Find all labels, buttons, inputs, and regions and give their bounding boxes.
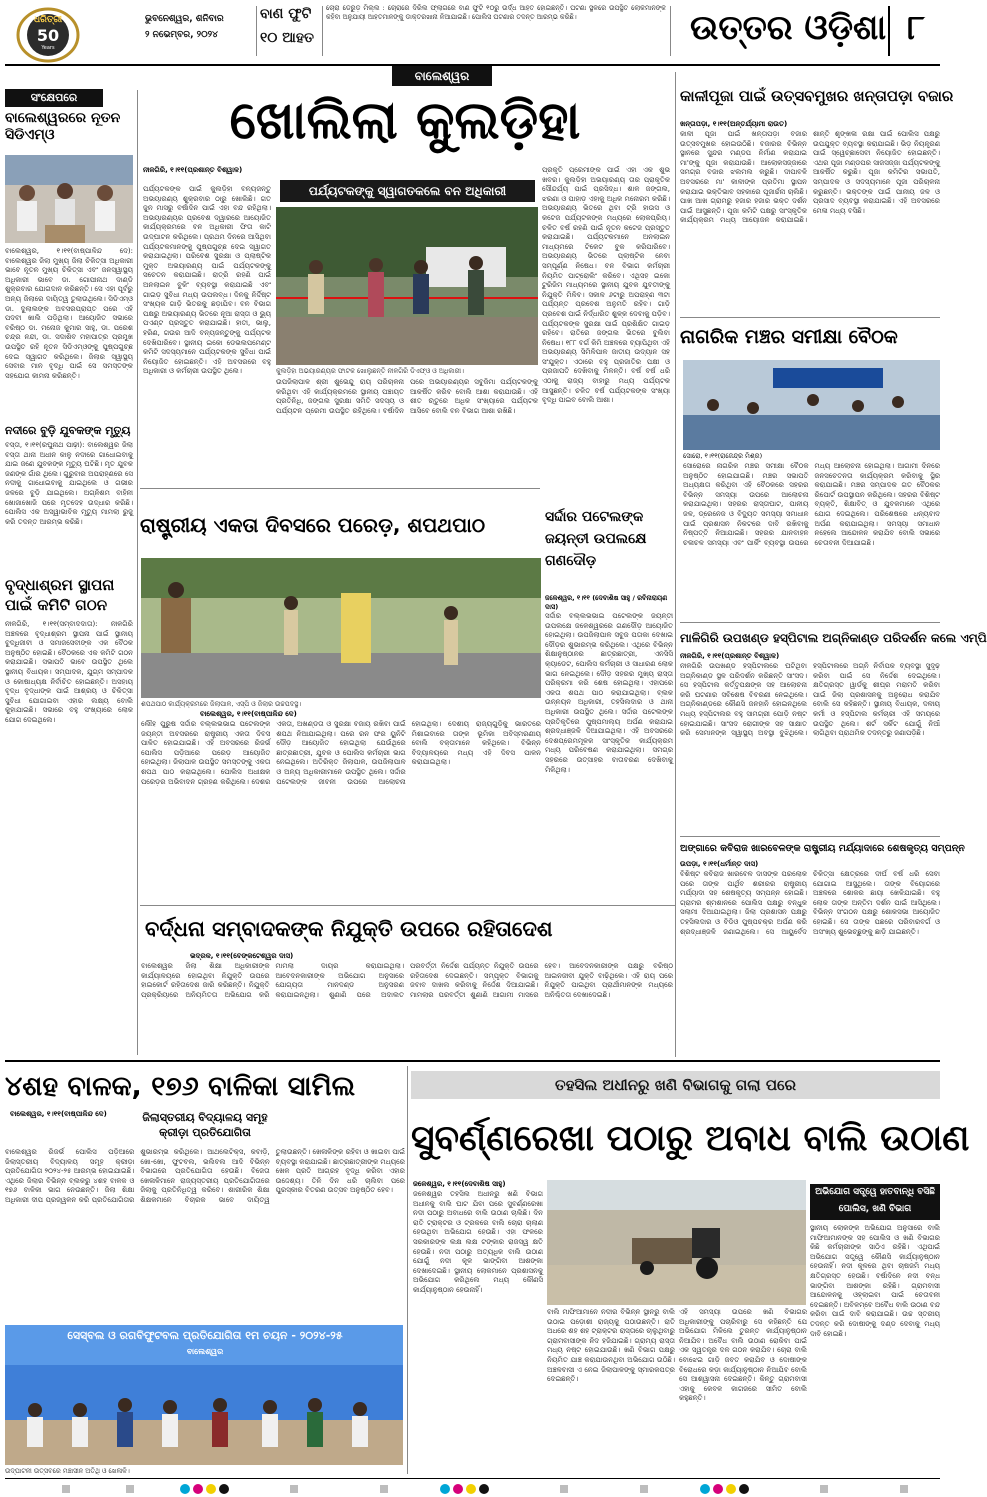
sports-headline: ୪ଶହ ବାଳକ, ୧୭୬ ବାଳିକା ସାମିଲ	[5, 1071, 356, 1102]
registration-mark-yellow	[726, 1484, 736, 1494]
registration-square	[290, 1485, 298, 1493]
parade-dateline: ବାଲେଶ୍ୱର, ୧।୧୧(ବାଷ୍ପାଳିନ୍ଦ ଦେ)	[200, 710, 297, 718]
registration-mark-cyan	[700, 1484, 710, 1494]
masthead-divider	[322, 6, 323, 56]
teaser-text: ଚୋରା ଡେରୁଡ଼ ମିଲ୍ଲ : ଚୋରାରେ ଦିରିଲ ଫ୍ଲାଗରେ ବାଣ ଫୁଟି ୧୦ରୁ ଉର୍ଦ୍ଧ ଆହତ ହୋଇଛନ୍ତି। ଘଟଣା ସ୍ଥଳରେ ଉପସ୍ଥିତ ଲୋକମାନଙ୍କ କହିବା ଅନୁଯାୟୀ ଆହତମାନଙ୍କୁ ଡାକ୍ତରଖାନା ନିଆଯାଇଛି। ପୋଲିସ ଘଟଣାର ତଦନ୍ତ ଆରମ୍ଭ କରିଛି।	[326, 4, 666, 21]
sports-photo-banner-sub: ବାଲେଶ୍ୱର	[186, 1347, 224, 1356]
sardar-dateline: ଜଳେଶ୍ୱର, ୧।୧୧ (ଦେବାଶିଷ ସାହୁ / ରବିନାରାୟଣ ଦାସ)	[545, 594, 668, 611]
page-number: ୮	[907, 8, 925, 48]
section-rule	[140, 488, 540, 489]
lead-body-bottom: ଉପଜିଲାପାଳ ଶ୍ରୀ ଶୁଭେନ୍ଦୁ ରାୟ ପରିଚାଳନା କରିଥିବା ଏହି କାର୍ଯ୍ୟକ୍ରମରେ ସ୍ଥାନୀୟ ପଞ୍ଚାୟତ ପ୍ରତିନିଧି, ଜଙ୍ଗଲ ସୁରକ୍ଷା ସମିତି ସଦସ୍ୟ ଓ ପର୍ଯ୍ୟଟନ ପ୍ରେମୀ ଉପସ୍ଥିତ ରହିଥିଲେ। ବର୍ଷାଦିନ ପରେ ଅଭୟାରଣ୍ୟର ସବୁଜିମା ପର୍ଯ୍ୟଟକଙ୍କୁ ଆକର୍ଷିତ କରିବ ବୋଲି ଆଶା କରାଯାଉଛି। ଏହି ଶୀତ ଋତୁରେ ଅଧିକ ସଂଖ୍ୟାରେ ପର୍ଯ୍ୟଟକ ଆସିବେ ବୋଲି ବନ ବିଭାଗ ଆଶା ରଖିଛି।	[276, 378, 538, 415]
masthead	[0, 0, 945, 64]
masthead-divider	[256, 6, 257, 56]
logo-sub: Years	[41, 45, 55, 51]
registration-mark-magenta	[453, 1484, 463, 1494]
registration-mark-cyan	[180, 1484, 190, 1494]
section-rule	[680, 836, 940, 837]
hospital-headline: ମାଳିଗିରି ଉପଖଣ୍ଡ ହସ୍ପିଟାଲ ଅଗ୍ନିକାଣ୍ଡ ପରିଦର୍ଶନ କଲେ ଏମ୍‌ପି	[680, 631, 987, 645]
sports-photo	[5, 1325, 403, 1465]
lead-body-right: ପ୍ରକୃତି ପ୍ରେମୀଙ୍କ ପାଇଁ ଏହା ଏକ ଶୁଭ ଖବର। କୁଲଡ଼ିହା ଅଭୟାରଣ୍ୟ ତାର ପ୍ରାକୃତିକ ସୌନ୍ଦର୍ଯ୍ୟ ପାଇଁ ପ୍ରସିଦ୍ଧ। ଶାଳ ଜଙ୍ଗଲ, ଝରଣା ଓ ପାହାଡ଼ ଏହାକୁ ଅଧିକ ମନୋରମ କରିଛି। ଅଭୟାରଣ୍ୟ ଭିତରେ ଥିବା ଟ୍ରି ହାଉସ ଓ କଟେଜ ପର୍ଯ୍ୟଟକଙ୍କ ମଧ୍ୟରେ ଲୋକପ୍ରିୟ। ଚଳିତ ବର୍ଷ ରହଣି ପାଇଁ ନୂତନ କଟେଜ ପ୍ରସ୍ତୁତ କରାଯାଇଛି। ପର୍ଯ୍ୟଟକମାନେ ଅନଲାଇନ ମାଧ୍ୟମରେ ଟିକେଟ ବୁକ କରିପାରିବେ। ଅଭୟାରଣ୍ୟ ଭିତରେ ପ୍ଲାଷ୍ଟିକ ନେବା ସମ୍ପୂର୍ଣ୍ଣ ନିଷେଧ। ବନ ବିଭାଗ କର୍ମଚାରୀ ନିୟମିତ ପାଟ୍ରୋଲିଂ କରିବେ। ଏଥିସହ ଇକୋ ଟୁରିଜିମ ମାଧ୍ୟମରେ ସ୍ଥାନୀୟ ଯୁବକ ଯୁବତୀଙ୍କୁ ନିଯୁକ୍ତି ମିଳିବ। ସକାଳ ୬ଟାରୁ ଅପରାହ୍ଣ ୩ଟା ପର୍ଯ୍ୟନ୍ତ ପ୍ରବେଶ ଅନୁମତି ରହିବ। ଗାଡ଼ି ପ୍ରବେଶ ପାଇଁ ନିର୍ଦ୍ଧାରିତ ଶୁଳ୍କ ଦେବାକୁ ପଡ଼ିବ। ପର୍ଯ୍ୟଟକଙ୍କ ସୁରକ୍ଷା ପାଇଁ ପ୍ରଶିକ୍ଷିତ ଗାଇଡ଼ ରହିବେ। ରାତିରେ ଜଙ୍ଗଲ ଭିତରେ ବୁଲିବା ନିଷେଧ। ୧୮୮ ବର୍ଗ କିମି ଅଞ୍ଚଳରେ ବ୍ୟାପିଥିବା ଏହି ଅଭୟାରଣ୍ୟ ସିମିଳିପାଳ ଜାତୀୟ ଉଦ୍ୟାନ ସହ ସଂଯୁକ୍ତ। ଏଠାରେ ବହୁ ପ୍ରଜାତିର ପକ୍ଷୀ ଓ ପ୍ରଜାପତି ଦେଖିବାକୁ ମିଳନ୍ତି। ବର୍ଷ ବର୍ଷ ଧରି ଏଠାକୁ ରାଜ୍ୟ ବାହାରୁ ମଧ୍ୟ ପର୍ଯ୍ୟଟକ ଆସୁଛନ୍ତି। ଚଳିତ ବର୍ଷ ପର୍ଯ୍ୟଟକଙ୍କ ସଂଖ୍ୟା ବୃଦ୍ଧି ପାଇବ ବୋଲି ଆଶା।	[542, 166, 670, 405]
brief-body: ବାଲେଶ୍ୱର, ୧।୧୧(ବାଷ୍ପାଳିନ୍ଦ ଦେ): ବାଲେଶ୍ୱର ଜିଲା ମୁଖ୍ୟ ଜିଲା ଚିକିତ୍ସା ଅଧିକାରୀ ଭାବେ ନୂତନ ମୁଖ୍ୟ ଚିକିତ୍ସା ଏବଂ ଜନସ୍ୱାସ୍ଥ୍ୟ ଅଧିକାରୀ ଭାବେ ଡା. ଗୋପୀନାଥ ଦାଣ୍ଡି ଶୁକ୍ରବାର ଯୋଗଦାନ କରିଛନ୍ତି। ସେ ଏହା ପୂର୍ବରୁ ଅନ୍ୟ ଜିଲାରେ ଦାୟିତ୍ୱ ତୁଲାଉଥିଲେ। ସିଡିଏମ୍‌ଓ ଡା. ଦୁଲାଲଙ୍କ ଅବସରପ୍ରାପ୍ତ ପରେ ଏହି ପଦବୀ ଖାଲି ପଡ଼ିଥିଲା। ଆୟୋଜିତ ସଭାରେ ବରିଷ୍ଠ ଡା. ମନୋଜ କୁମାର ସାହୁ, ଡା. ପରେଶ ଚନ୍ଦ୍ର ନନ୍ଦୀ, ଡା. ସଦାଶିବ ମହାପାତ୍ର ପ୍ରମୁଖ ଉପସ୍ଥିତ ରହି ନୂତନ ସିଡିଏମ୍‌ଓଙ୍କୁ ପୁଷ୍ପଗୁଚ୍ଛ ଦେଇ ସ୍ୱାଗତ କରିଥିଲେ। ଜିଲାର ସ୍ୱାସ୍ଥ୍ୟ ସେବାର ମାନ ବୃଦ୍ଧି ପାଇଁ ସେ ସମସ୍ତଙ୍କ ସହଯୋଗ କାମନା କରିଛନ୍ତି।	[5, 247, 133, 380]
bardhana-dateline: ଭଦ୍ରକ, ୧।୧୧(ବେଙ୍କଟେଶ୍ୱର ଦାସ)	[190, 952, 294, 960]
funeral-headline: ଅଙ୍ଗାରେ କବିରାଜ ଖାରବେଳଙ୍କ ରାଷ୍ଟ୍ରୀୟ ମର୍ଯ୍ୟାଦାରେ ଶେଷକୃତ୍ୟ ସମ୍ପନ୍ନ	[680, 843, 965, 854]
column-rule	[137, 90, 138, 1055]
brief-headline-2: ନଦୀରେ ବୁଡ଼ି ଯୁବକଙ୍କ ମୃତ୍ୟୁ	[5, 424, 131, 437]
lead-body-left: ପର୍ଯ୍ୟଟକଙ୍କ ପାଇଁ କୁଲଡ଼ିହା ବନ୍ୟଜନ୍ତୁ ଅଭୟାରଣ୍ୟ ଶୁକ୍ରବାର ଠାରୁ ଖୋଲିଛି। ଗତ ଜୁନ ମାସରୁ ବର୍ଷାଦିନ ପାଇଁ ଏହା ବନ୍ଦ ରହିଥିଲା। ଅଭୟାରଣ୍ୟର ପ୍ରବେଶ ଦ୍ୱାରରେ ଆୟୋଜିତ କାର୍ଯ୍ୟକ୍ରମରେ ବନ ଅଧିକାରୀ ଫିତା କାଟି ଉଦ୍‌ଘାଟନ କରିଥିଲେ। ପ୍ରଥମ ଦିନରେ ଆସିଥିବା ପର୍ଯ୍ୟଟକମାନଙ୍କୁ ପୁଷ୍ପଗୁଚ୍ଛ ଦେଇ ସ୍ୱାଗତ କରାଯାଇଥିଲା। ପରିବେଶ ସୁରକ୍ଷା ଓ ପ୍ଲାଷ୍ଟିକ ମୁକ୍ତ ଅଭୟାରଣ୍ୟ ପାଇଁ ପର୍ଯ୍ୟଟକଙ୍କୁ ସଚେତନ କରାଯାଇଛି। ରାତ୍ରି ରହଣି ପାଇଁ ଅନଲାଇନ ବୁକିଂ ବ୍ୟବସ୍ଥା କରାଯାଇଛି ଏବଂ ଗାଇଡ଼ ସୁବିଧା ମଧ୍ୟ ଉପଲବ୍ଧ। ଦିନକୁ ନିର୍ଦ୍ଦିଷ୍ଟ ସଂଖ୍ୟକ ଗାଡ଼ି ଭିତରକୁ ଛଡ଼ାଯିବ। ବନ ବିଭାଗ ପକ୍ଷରୁ ଅଭୟାରଣ୍ୟ ଭିତରେ ନୂଆ ରାସ୍ତା ଓ ଭ୍ୟୁ ପଏଣ୍ଟ ପ୍ରସ୍ତୁତ କରାଯାଇଛି। ହାତୀ, ଭାଲୁ, ହରିଣ, ଗଉର ଆଦି ବନ୍ୟଜନ୍ତୁଙ୍କୁ ପର୍ଯ୍ୟଟକ ଦେଖିପାରିବେ। ସ୍ଥାନୀୟ ଇକୋ ଡେଭଲପମେଣ୍ଟ କମିଟି ସଦସ୍ୟମାନେ ପର୍ଯ୍ୟଟକଙ୍କ ସୁବିଧା ପାଇଁ ନିୟୋଜିତ ହୋଇଛନ୍ତି। ଏହି ଅବସରରେ ବହୁ ଅଧିକାରୀ ଓ କର୍ମଚାରୀ ଉପସ୍ଥିତ ଥିଲେ।	[143, 185, 271, 376]
masthead-divider	[888, 6, 890, 56]
sand-headline: ସୁବର୍ଣ୍ଣରେଖା ପଠାରୁ ଅବାଧ ବାଲି ଉଠାଣ	[411, 1118, 970, 1159]
section-rule	[680, 622, 940, 623]
kali-body: କାଳୀ ପୂଜା ପାଇଁ ଖନ୍ତାପଡ଼ା ବଜାର ଉତ୍ସବମୁଖର ହୋଇଉଠିଛି। ବଜାରର ବିଭିନ୍ନ ସ୍ଥାନରେ ସୁନ୍ଦର ମଣ୍ଡପ ନିର୍ମାଣ କରାଯାଇ ମା'ଙ୍କୁ ପୂଜା କରାଯାଉଛି। ଆଲୋକସଜ୍ଜାରେ ସମଗ୍ର ବଜାର ଝଲମଲ କରୁଛି। ଦୀପାବଳି ଅବସରରେ ମା' କାଳୀଙ୍କ ପ୍ରତିମା ସ୍ଥାପନ କରାଯାଇ ଭକ୍ତିଭାବ ସହକାରେ ପୂଜାର୍ଚ୍ଚନା ଚାଲିଛି। ପାଖ ଆଖ ଗ୍ରାମରୁ ହଜାର ହଜାର ଭକ୍ତ ଦର୍ଶନ ପାଇଁ ଆସୁଛନ୍ତି। ପୂଜା କମିଟି ପକ୍ଷରୁ ସାଂସ୍କୃତିକ କାର୍ଯ୍ୟକ୍ରମ ମଧ୍ୟ ଆୟୋଜନ କରାଯାଇଛି। ଶାନ୍ତି ଶୃଙ୍ଖଳା ରକ୍ଷା ପାଇଁ ପୋଲିସ ପକ୍ଷରୁ ଉପଯୁକ୍ତ ବ୍ୟବସ୍ଥା କରାଯାଇଛି। ଭିଡ଼ ନିୟନ୍ତ୍ରଣ ପାଇଁ ସ୍ୱେଚ୍ଛାସେବୀ ନିୟୋଜିତ ହୋଇଛନ୍ତି। ଏଥର ପୂଜା ମଣ୍ଡପର ସାଜସଜ୍ଜା ପର୍ଯ୍ୟଟକଙ୍କୁ ଆକର୍ଷିତ କରୁଛି। ପୂଜା କମିଟିର ସଭାପତି, ସମ୍ପାଦକ ଓ ସଦସ୍ୟମାନେ ପୂଜା ପରିଚାଳନା କରୁଛନ୍ତି। ଭକ୍ତଙ୍କ ପାଇଁ ପାନୀୟ ଜଳ ଓ ପ୍ରସାଦ ବ୍ୟବସ୍ଥା କରାଯାଇଛି। ଏହି ଅବସରରେ ମେଳା ମଧ୍ୟ ବସିଛି।	[680, 130, 940, 225]
funeral-body: ବିଶିଷ୍ଟ କବିରାଜ ଖାରବେଳ ଦାସଙ୍କ ପରଲୋକ ପରେ ତାଙ୍କ ପାର୍ଥିବ ଶରୀରର ରାଷ୍ଟ୍ରୀୟ ମର୍ଯ୍ୟାଦା ସହ ଶେଷକୃତ୍ୟ ସମ୍ପନ୍ନ ହୋଇଛି। ଗ୍ରାମର ଶ୍ମଶାନରେ ପୋଲିସ ପକ୍ଷରୁ ବନ୍ଧୁକ ସଲାମୀ ଦିଆଯାଇଥିଲା। ଜିଲା ପ୍ରଶାସନ ପକ୍ଷରୁ ତହସିଲଦାର ଓ ବିଡିଓ ପୁଷ୍ପଚକ୍ର ଅର୍ପଣ କରି ଶ୍ରଦ୍ଧାଞ୍ଜଳି ଜଣାଇଥିଲେ। ସେ ଆୟୁର୍ବେଦ ଚିକିତ୍ସା କ୍ଷେତ୍ରରେ ଦୀର୍ଘ ବର୍ଷ ଧରି ସେବା ଯୋଗାଇ ଆସୁଥିଲେ। ତାଙ୍କ ବିୟୋଗରେ ଅଞ୍ଚଳରେ ଶୋକର ଛାୟା ଖେଳିଯାଇଛି। ବହୁ ଲୋକ ତାଙ୍କ ଅନ୍ତିମ ଦର୍ଶନ ପାଇଁ ଆସିଥିଲେ। ବିଭିନ୍ନ ସଂଗଠନ ପକ୍ଷରୁ ଶୋକସଭା ଆୟୋଜିତ ହୋଇଛି। ସେ ତାଙ୍କ ପଛରେ ପରିବାରବର୍ଗ ଓ ଅସଂଖ୍ୟ ଶୁଭେଚ୍ଛୁଙ୍କୁ ଛାଡ଼ି ଯାଇଛନ୍ତି।	[680, 870, 940, 936]
section-rule	[140, 905, 675, 906]
registration-square	[126, 1485, 134, 1493]
lead-caption: କୁଲଡ଼ିହା ଅଭୟାରଣ୍ୟର ଫାଟକ ଖୋଲୁଛନ୍ତି ନୀଳଗିରି ଡିଏଫ୍‌ଓ ଓ ଅଧିକାରୀ।	[276, 367, 464, 375]
brief-label: ସଂକ୍ଷେପରେ	[5, 89, 103, 107]
section-title: ଉତ୍ତର ଓଡ଼ିଶା	[690, 8, 887, 48]
column-rule	[407, 1066, 408, 1474]
section-rule	[5, 1060, 940, 1062]
hospital-body: ନୀଳଗିରି ଉପଖଣ୍ଡ ହସ୍ପିଟାଲରେ ଘଟିଥିବା ଅଗ୍ନିକାଣ୍ଡ ସ୍ଥଳ ପରିଦର୍ଶନ କରିଛନ୍ତି ସାଂସଦ। ସେ ହସ୍ପିଟାଲ କର୍ତ୍ତୃପକ୍ଷଙ୍କ ସହ ଆଲୋଚନା କରି ଘଟଣାର ସବିଶେଷ ବିବରଣୀ ନେଇଥିଲେ। ଅଗ୍ନିକାଣ୍ଡରେ କୌଣସି ଜନହାନି ହୋଇନଥିଲେ ମଧ୍ୟ ହସ୍ପିଟାଲର ବହୁ ସାମଗ୍ରୀ ପୋଡ଼ି ନଷ୍ଟ ହୋଇଯାଇଛି। ସାଂସଦ ରୋଗୀଙ୍କ ସହ ସାକ୍ଷାତ କରି ସେମାନଙ୍କ ସ୍ୱାସ୍ଥ୍ୟ ଅବସ୍ଥା ବୁଝିଥିଲେ। ହସ୍ପିଟାଲରେ ଅଗ୍ନି ନିର୍ବାପକ ବ୍ୟବସ୍ଥା ସୁଦୃଢ଼ କରିବା ପାଇଁ ସେ ନିର୍ଦ୍ଦେଶ ଦେଇଥିଲେ। କ୍ଷତିଗ୍ରସ୍ତ ୱାର୍ଡକୁ ଶୀଘ୍ର ମରାମତି କରିବା ପାଇଁ ଜିଲା ପ୍ରଶାସନକୁ ଅନୁରୋଧ କରାଯିବ ବୋଲି ସେ କହିଛନ୍ତି। ସ୍ଥାନୀୟ ବିଧାୟକ, ଦଳୀୟ କର୍ମୀ ଓ ହସ୍ପିଟାଲ କର୍ମଚାରୀ ଏହି ସମୟରେ ଉପସ୍ଥିତ ଥିଲେ। ଶର୍ଟ ସର୍କିଟ ଯୋଗୁଁ ନିଆଁ ଲାଗିଥିବା ପ୍ରାଥମିକ ତଦନ୍ତରୁ ଜଣାପଡ଼ିଛି।	[680, 662, 940, 738]
nagarika-photo	[683, 360, 940, 450]
registration-mark-black	[219, 1484, 229, 1494]
registration-mark-yellow	[466, 1484, 476, 1494]
bardhana-headline: ବର୍ଦ୍ଧନା ସମ୍ବାଦକଙ୍କ ନିଯୁକ୍ତି ଉପରେ ରହିତାଦେଶ	[145, 917, 553, 941]
sardar-headline: ସର୍ଦ୍ଦାର ପଟେଲଙ୍କ ଜୟନ୍ତୀ ଉପଲକ୍ଷେ ଗଣଦୌଡ଼	[545, 509, 647, 569]
lead-subhead: ପର୍ଯ୍ୟଟକଙ୍କୁ ସ୍ୱାଗତକଲେ ବନ ଅଧିକାରୀ	[280, 180, 535, 202]
registration-mark-cyan	[440, 1484, 450, 1494]
brief-body-2: ବସ୍ତା, ୧।୧୧(ରଘୁନାଥ ପାଢ଼ୀ): ବାଲେଶ୍ୱର ଜିଲା ବସ୍ତା ଥାନା ଅଧୀନ କାଳୁ ନଦୀରେ ଗାଧୋଇବାକୁ ଯାଇ ଜଣେ ଯୁବକଙ୍କ ମୃତ୍ୟୁ ଘଟିଛି। ମୃତ ଯୁବକ ଜଣଙ୍କ ଗାଁର ଥିଲେ। ଗୁରୁବାର ଅପରାହ୍ଣରେ ସେ ନଦୀକୁ ଗାଧୋଇବାକୁ ଯାଇଥିଲେ ଓ ଗଭୀର ଜଳରେ ବୁଡ଼ି ଯାଇଥିଲେ। ଅଗ୍ନିଶମ ବାହିନୀ ଖୋଜାଖୋଜି ପରେ ମୃତଦେହ ଉଦ୍ଧାର କରିଛି। ପୋଲିସ ଏକ ଅସ୍ୱାଭାବିକ ମୃତ୍ୟୁ ମାମଲା ରୁଜୁ କରି ତଦନ୍ତ ଆରମ୍ଭ କରିଛି।	[5, 441, 133, 526]
date-line-2: ୨ ନଭେମ୍ବର, ୨୦୨୪	[145, 30, 218, 40]
lead-dateline: ନୀଳଗିରି, ୧।୧୧(ପ୍ରଶାନ୍ତ ବିଶ୍ୱାଳ)	[143, 166, 243, 174]
registration-square	[640, 1485, 648, 1493]
sand-kicker: ତହସିଲ ଅଧୀନରୁ ଖଣି ବିଭାଗକୁ ଗଲା ପରେ	[411, 1071, 940, 1099]
sand-side-body: ସ୍ଥାନୀୟ ଲୋକଙ୍କ ଅଭିଯୋଗ ଅନୁସାରେ ବାଲି ମାଫିଆମାନଙ୍କ ସହ ପୋଲିସ ଓ ଖଣି ବିଭାଗର କିଛି କର୍ମଚାରୀଙ୍କ ସାଠିଏ ରହିଛି। ଏଥିପାଇଁ ଅଭିଯୋଗ ସତ୍ତ୍ୱେ କୌଣସି କାର୍ଯ୍ୟାନୁଷ୍ଠାନ ହେଉନାହିଁ। ନଦୀ କୂଳରେ ଥିବା ଚାଷଜମି ମଧ୍ୟ କ୍ଷତିଗ୍ରସ୍ତ ହେଉଛି। ବର୍ଷାଦିନେ ନଦୀ ବନ୍ଧ ଭାଙ୍ଗିବା ଆଶଙ୍କା ରହିଛି। ଗ୍ରାମବାସୀ ଆନ୍ଦୋଳନକୁ ଓହ୍ଲାଇବା ପାଇଁ ଚେତାବନୀ ଦେଇଛନ୍ତି। ଅବିଳମ୍ବେ ଅବୈଧ ବାଲି ଉଠାଣ ବନ୍ଦ କରିବା ପାଇଁ ଦାବି କରାଯାଇଛି। ଉଚ୍ଚ ସ୍ତରୀୟ ତଦନ୍ତ କରି ଦୋଷୀଙ୍କୁ ଦଣ୍ଡ ଦେବାକୁ ମଧ୍ୟ ଦାବି ହୋଇଛି।	[810, 1224, 940, 1338]
funeral-dateline: ଉପଡ଼ା, ୧।୧୧(ଧର୍ମାନ୍ତ ଦାସ)	[680, 860, 759, 868]
brief-photo	[5, 155, 133, 243]
nagarika-dateline: ସୋରୋ, ୧।୧୧(ରାଜେନ୍ଦ୍ର ମିଶ୍ର)	[683, 452, 763, 460]
brief-headline: ବାଲେଶ୍ୱରରେ ନୂତନ ସିଡିଏମ୍‌ଓ	[5, 110, 121, 143]
sports-photo-banner: ସେସ୍‌ବଲ ଓ ରଗବିଫୁଟବଲ ପ୍ରତିଯୋଗିତା ୧ମ ଚୟନ - ୨୦୨୪-୨୫	[67, 1329, 343, 1342]
registration-mark-black	[739, 1484, 749, 1494]
bardhana-body: ବାଲେଶ୍ୱର ଜିଲା ଶିକ୍ଷା ଅଧିକାରୀଙ୍କ କାର୍ଯ୍ୟାଳୟରେ ହୋଇଥିବା ନିଯୁକ୍ତି ଉପରେ ହାଇକୋର୍ଟ ରହିତାଦେଶ ଜାରି କରିଛନ୍ତି। ନିଯୁକ୍ତି ପ୍ରକ୍ରିୟାରେ ଅନିୟମିତତା ଅଭିଯୋଗ କରି ମାମଲା ଦାୟର କରାଯାଇଥିଲା। ଆବେଦନକାରୀଙ୍କ ଅଭିଯୋଗ ଅନୁସାରେ ଯୋଗ୍ୟତା ମାନଦଣ୍ଡ ଅନୁସରଣ କରାଯାଇନଥିଲା। ଶୁଣାଣି ପରେ ଅଦାଲତ ପରବର୍ତ୍ତୀ ନିର୍ଦ୍ଦେଶ ପର୍ଯ୍ୟନ୍ତ ନିଯୁକ୍ତି ଉପରେ ରହିତାଦେଶ ଦେଇଛନ୍ତି। ସମ୍ପୃକ୍ତ ବିଭାଗକୁ ଜବାବ ଦାଖଲ କରିବାକୁ ନିର୍ଦ୍ଦେଶ ଦିଆଯାଇଛି। ମାମଲାର ପରବର୍ତ୍ତୀ ଶୁଣାଣି ଆଗାମୀ ମାସରେ ହେବ। ଆବେଦନକାରୀଙ୍କ ପକ୍ଷରୁ ବରିଷ୍ଠ ଆଇନଜୀବୀ ଯୁକ୍ତି ବାଢ଼ିଥିଲେ। ଏହି ରାୟ ପରେ ନିଯୁକ୍ତି ପାଇଥିବା ପ୍ରାର୍ଥୀମାନଙ୍କ ମଧ୍ୟରେ ଅନିଶ୍ଚିତତା ଦେଖାଦେଇଛି।	[141, 962, 673, 999]
brief-body-3: ନୀଳଗିରି, ୧।୧୧(ସମ୍ବାଦଦାତା): ନୀଳଗିରି ଅଞ୍ଚଳରେ ବୃଦ୍ଧାଶ୍ରମ ସ୍ଥାପନା ପାଇଁ ସ୍ଥାନୀୟ ବୁଦ୍ଧିଜୀବୀ ଓ ସମାଜସେବୀଙ୍କ ଏକ ବୈଠକ ଅନୁଷ୍ଠିତ ହୋଇଛି। ବୈଠକରେ ଏକ କମିଟି ଗଠନ କରାଯାଇଛି। ସଭାପତି ଭାବେ ଉପସ୍ଥିତ ଥିଲେ ସ୍ଥାନୀୟ ବିଧାୟକ। ସମ୍ପାଦକ, ଯୁଗ୍ମ ସମ୍ପାଦକ ଓ କୋଷାଧ୍ୟକ୍ଷ ନିର୍ବାଚିତ ହୋଇଛନ୍ତି। ଅସହାୟ ବୃଦ୍ଧ ବୃଦ୍ଧାଙ୍କ ପାଇଁ ଆଶ୍ରୟ ଓ ଚିକିତ୍ସା ସୁବିଧା ଯୋଗାଇବା ଏହାର ଲକ୍ଷ୍ୟ ବୋଲି କୁହାଯାଇଛି। ସଭାରେ ବହୁ ସଂଖ୍ୟାରେ ଲୋକ ଯୋଗ ଦେଇଥିଲେ।	[5, 620, 133, 724]
logo-word: ଧରିତ୍ରୀ	[33, 15, 63, 25]
date-line-1: ଭୁବନେଶ୍ୱର, ଶନିବାର	[145, 14, 224, 24]
parade-photo	[141, 558, 541, 698]
parade-caption: ଶପଥପାଠ କାର୍ଯ୍ୟକ୍ରମରେ ଜିଲାପାଳ, ଏସ୍‌ପି ଓ ଜିଲାର ଉଚ୍ଚପଦସ୍ଥ।	[141, 700, 302, 708]
registration-mark-yellow	[206, 1484, 216, 1494]
lead-photo	[276, 207, 538, 365]
sports-body: ବାଲେଶ୍ୱର ରିଜର୍ଭ ପୋଲିସ ପଡ଼ିଆରେ ଜିଲାସ୍ତରୀୟ ବିଦ୍ୟାଳୟ ସମୂହ କ୍ରୀଡ଼ା ପ୍ରତିଯୋଗିତା ୨୦୨୪-୨୫ ଆରମ୍ଭ ହୋଇଯାଇଛି। ଏଥିରେ ଜିଲାର ବିଭିନ୍ନ ବ୍ଲକରୁ ୪ଶହ ବାଳକ ଓ ୧୭୬ ବାଳିକା ଭାଗ ନେଉଛନ୍ତି। ଜିଲା ଶିକ୍ଷା ଅଧିକାରୀ ଦୀପ ପ୍ରଜ୍ୱଳନ କରି ପ୍ରତିଯୋଗିତାର ଶୁଭାରମ୍ଭ କରିଥିଲେ। ଆଥଲେଟିକ୍ସ, କବାଡ଼ି, ଖୋ-ଖୋ, ଫୁଟବଲ, ଭଲିବଲ ଆଦି ବିଭିନ୍ନ ବିଭାଗରେ ପ୍ରତିଯୋଗିତା ହେଉଛି। ବିଜେତା ଖେଳାଳିମାନେ ରାଜ୍ୟସ୍ତରୀୟ ପ୍ରତିଯୋଗିତାରେ ଜିଲାକୁ ପ୍ରତିନିଧିତ୍ୱ କରିବେ। ଶାରୀରିକ ଶିକ୍ଷା ଶିକ୍ଷକମାନେ ବିଚାରକ ଭାବେ ଦାୟିତ୍ୱ ତୁଲାଉଛନ୍ତି। ଖେଳାଳିଙ୍କ ରହିବା ଓ ଖାଇବା ପାଇଁ ବ୍ୟବସ୍ଥା କରାଯାଇଛି। ଛାତ୍ରଛାତ୍ରୀଙ୍କ ମଧ୍ୟରେ ଖେଳ ପ୍ରତି ଆଗ୍ରହ ବୃଦ୍ଧି କରିବା ଏହାର ଉଦ୍ଦେଶ୍ୟ। ତିନି ଦିନ ଧରି ଚାଲିବା ପରେ ପୁରସ୍କାର ବିତରଣ ଉତ୍ସବ ଅନୁଷ୍ଠିତ ହେବ।	[5, 1148, 405, 1204]
footer-rule	[5, 1478, 940, 1479]
nagarika-body: ସୋରୋରେ ନାଗରିକ ମଞ୍ଚର ସମୀକ୍ଷା ବୈଠକ ଅନୁଷ୍ଠିତ ହୋଇଯାଇଛି। ମଞ୍ଚର ସଭାପତି ଅଧ୍ୟକ୍ଷତା କରିଥିବା ଏହି ବୈଠକରେ ସହରର ବିଭିନ୍ନ ସମସ୍ୟା ଉପରେ ଆଲୋଚନା କରାଯାଇଥିଲା। ସହରର ରାସ୍ତାଘାଟ, ପାନୀୟ ଜଳ, ଡ୍ରେନେଜ ଓ ବିଦ୍ୟୁତ ସମସ୍ୟା ସମାଧାନ ପାଇଁ ପ୍ରଶାସନ ନିକଟରେ ଦାବି ରଖିବାକୁ ନିଷ୍ପତ୍ତି ନିଆଯାଇଛି। ସହରର ଯାନବାହନ ଚଳାଚଳ ସମସ୍ୟା ଏବଂ ପାର୍କିଂ ବ୍ୟବସ୍ଥା ଉପରେ ମଧ୍ୟ ଆଲୋଚନା ହୋଇଥିଲା। ଆଗାମୀ ଦିନରେ ଜନସଚେତନତା କାର୍ଯ୍ୟକ୍ରମ କରିବାକୁ ସ୍ଥିର କରାଯାଇଛି। ମଞ୍ଚର ସମ୍ପାଦକ ଗତ ବୈଠକର ରିପୋର୍ଟ ଉପସ୍ଥାପନ କରିଥିଲେ। ସହରର ବିଶିଷ୍ଟ ବ୍ୟକ୍ତି, ଶିକ୍ଷାବିତ୍ ଓ ଯୁବକମାନେ ଏଥିରେ ଯୋଗ ଦେଇଥିଲେ। ପରିଶେଷରେ ଧନ୍ୟବାଦ ଅର୍ପଣ କରାଯାଇଥିଲା। ସମସ୍ୟା ସମାଧାନ ନହେଲେ ଆନ୍ଦୋଳନ କରାଯିବ ବୋଲି ସଭାରେ ଚେତାବନୀ ଦିଆଯାଇଛି।	[683, 462, 940, 547]
column-rule	[675, 72, 676, 1057]
sand-photo	[547, 1180, 806, 1305]
sports-caption: ଉଦ୍‌ଘାଟନୀ ଉତ୍ସବରେ ମଞ୍ଚାସୀନ ଅତିଥି ଓ ଖେଳାଳି।	[5, 1467, 130, 1475]
parade-headline: ରାଷ୍ଟ୍ରୀୟ ଏକତା ଦିବସରେ ପରେଡ଼, ଶପଥପାଠ	[140, 513, 486, 537]
registration-square	[820, 1485, 828, 1493]
brief-headline-3: ବୃଦ୍ଧାଶ୍ରମ ସ୍ଥାପନା ପାଇଁ କମିଟି ଗଠନ	[5, 576, 115, 614]
newspaper-logo	[12, 3, 84, 63]
sports-subhead: ଜିଲାସ୍ତରୀୟ ବିଦ୍ୟାଳୟ ସମୂହ କ୍ରୀଡ଼ା ପ୍ରତିଯୋଗିତା	[142, 1111, 268, 1139]
lead-kicker: ବାଲେଶ୍ୱର	[392, 66, 492, 86]
sand-body-right: ଏହି ସମସ୍ୟା ଉପରେ ଖଣି ବିଭାଗର ଅଧିକାରୀଙ୍କୁ ପଚାରିବାରୁ ସେ କହିଛନ୍ତି ଯେ ଅଭିଯୋଗ ମିଳିଲେ ତୁରନ୍ତ କାର୍ଯ୍ୟାନୁଷ୍ଠାନ ନିଆଯିବ। ଅବୈଧ ବାଲି ଉଠାଣ ରୋକିବା ପାଇଁ ଏକ ସ୍ୱତନ୍ତ୍ର ଦଳ ଗଠନ କରାଯିବ। ଚୋରା ବାଲି ବୋଝେଇ ଗାଡ଼ି ଜବତ କରାଯିବ ଓ ଦୋଷୀଙ୍କ ବିରୋଧରେ କଡ଼ା କାର୍ଯ୍ୟାନୁଷ୍ଠାନ ନିଆଯିବ ବୋଲି ସେ ଆଶ୍ୱାସନା ଦେଇଛନ୍ତି। କିନ୍ତୁ ଗ୍ରାମବାସୀ ଏହାକୁ କେବଳ କାଗଜରେ ସୀମିତ ବୋଲି କହୁଛନ୍ତି।	[679, 1308, 807, 1403]
sand-dateline: ଜଳେଶ୍ୱର, ୧।୧୧(ଦେବାଶିଷ ସାହୁ)	[413, 1180, 506, 1188]
sardar-body: ସର୍ଦ୍ଦାର ବଲ୍ଲଭଭାଇ ପଟେଲଙ୍କ ଜୟନ୍ତୀ ଉପଲକ୍ଷେ ଜଳେଶ୍ୱରରେ ଗଣଦୌଡ଼ ଆୟୋଜିତ ହୋଇଥିଲା। ଉପଜିଲାପାଳ ସବୁଜ ପତାକା ଦେଖାଇ ଦୌଡ଼ର ଶୁଭାରମ୍ଭ କରିଥିଲେ। ଏଥିରେ ବିଭିନ୍ନ ଶିକ୍ଷାନୁଷ୍ଠାନର ଛାତ୍ରଛାତ୍ରୀ, ଏନସିସି କ୍ୟାଡେଟ, ପୋଲିସ କର୍ମଚାରୀ ଓ ସାଧାରଣ ଲୋକ ଭାଗ ନେଇଥିଲେ। ଦୌଡ଼ ସହରର ମୁଖ୍ୟ ରାସ୍ତା ପରିକ୍ରମା କରି ଶେଷ ହୋଇଥିଲା। ଏହାପରେ ଏକତା ଶପଥ ପାଠ କରାଯାଇଥିଲା। ବ୍ଲକ ଉନ୍ନୟନ ଅଧିକାରୀ, ତହସିଲଦାର ଓ ଥାନା ଅଧିକାରୀ ଉପସ୍ଥିତ ଥିଲେ। ସର୍ଦ୍ଦାର ପଟେଲଙ୍କ ପ୍ରତିକୃତିରେ ପୁଷ୍ପମାଲ୍ୟ ଅର୍ପଣ କରାଯାଇ ଶ୍ରଦ୍ଧାଞ୍ଜଳି ଦିଆଯାଇଥିଲା। ଏହି ଅବସରରେ ଦେଶପ୍ରେମମୂଳକ ସାଂସ୍କୃତିକ କାର୍ଯ୍ୟକ୍ରମ ମଧ୍ୟ ପରିବେଷଣ କରାଯାଇଥିଲା। ସମଗ୍ର ସହରରେ ଉତ୍ସାହର ବାତାବରଣ ଦେଖିବାକୁ ମିଳିଥିଲା।	[545, 612, 673, 774]
registration-mark-black	[479, 1484, 489, 1494]
sports-dateline: ବାଲେଶ୍ୱର, ୧।୧୧(ବାଷ୍ପାଳିନ୍ଦ ଦେ)	[10, 1110, 107, 1118]
masthead-divider	[670, 6, 671, 56]
lead-headline: ଖୋଲିଲା କୁଲଡ଼ିହା	[229, 91, 581, 151]
kali-dateline: ଖନ୍ତାପଡ଼ା, ୧।୧୧(ଅନ୍ତର୍ଯ୍ୟାମୀ ରାଉତ)	[680, 120, 788, 128]
sand-body-mid: ବାଲି ମାଫିଆମାନେ ନଦୀର ବିଭିନ୍ନ ସ୍ଥାନରୁ ବାଲି ଉଠାଇ ପଡ଼ୋଶୀ ରାଜ୍ୟକୁ ପଠାଉଛନ୍ତି। ରାତି ଅଧରେ ଶହ ଶହ ଟ୍ରାକ୍ଟର ରାସ୍ତାରେ ଚାଲୁଥିବାରୁ ଗ୍ରାମବାସୀଙ୍କ ନିଦ ହଜିଯାଇଛି। ଗ୍ରାମ୍ୟ ରାସ୍ତା ମଧ୍ୟ ନଷ୍ଟ ହୋଇଯାଉଛି। ଖଣି ବିଭାଗ ପକ୍ଷରୁ ନିୟମିତ ଯାଞ୍ଚ କରାଯାଉନଥିବା ଅଭିଯୋଗ ଉଠିଛି। ଅଞ୍ଚଳବାସୀ ଏ ନେଇ ଜିଲାପାଳଙ୍କୁ ସ୍ମାରକପତ୍ର ଦେଇଛନ୍ତି।	[547, 1308, 675, 1384]
logo-number: 50	[36, 26, 60, 45]
sand-side-kicker: ଅଭିଯୋଗ ସତ୍ତ୍ୱେ ହାତବାନ୍ଧି ବସିଛି ପୋଲିସ, ଖଣି ବିଭାଗ	[810, 1184, 940, 1220]
sand-body-left: ଜଳେଶ୍ୱର ତହସିଲ ଅଧୀନରୁ ଖଣି ବିଭାଗ ଅଧୀନକୁ ବାଲି ଘାଟ ଯିବା ପରେ ସୁବର୍ଣ୍ଣରେଖା ନଦୀ ପଠାରୁ ଅବାଧରେ ବାଲି ଉଠାଣ ଚାଲିଛି। ଦିନ ରାତି ଟ୍ରାକ୍ଟର ଓ ଟ୍ରକରେ ବାଲି ଚୋରା ଚାଲାଣ ହେଉଥିବା ଅଭିଯୋଗ ହେଉଛି। ଏହା ଫଳରେ ସରକାରଙ୍କ ଲକ୍ଷ ଲକ୍ଷ ଟଙ୍କାର ରାଜସ୍ୱ କ୍ଷତି ହେଉଛି। ନଦୀ ପଠାରୁ ଅତ୍ୟଧିକ ବାଲି ଉଠାଣ ଯୋଗୁଁ ନଦୀ କୂଳ ଭାଙ୍ଗିବା ଆଶଙ୍କା ଦେଖାଦେଇଛି। ସ୍ଥାନୀୟ ଲୋକମାନେ ପ୍ରଶାସନକୁ ଅଭିଯୋଗ କରିଥିଲେ ମଧ୍ୟ କୌଣସି କାର୍ଯ୍ୟାନୁଷ୍ଠାନ ହେଉନାହିଁ।	[413, 1190, 543, 1294]
nagarika-headline: ନାଗରିକ ମଞ୍ଚର ସମୀକ୍ଷା ବୈଠକ	[680, 326, 898, 348]
registration-square	[560, 1485, 568, 1493]
teaser-headline-1: ବାଣ ଫୁଟି	[260, 6, 312, 22]
parade-body: ଲୌହ ପୁରୁଷ ସର୍ଦ୍ଦାର ବଲ୍ଲଭଭାଇ ପଟେଲଙ୍କ ଜୟନ୍ତୀ ଅବସରରେ ରାଷ୍ଟ୍ରୀୟ ଏକତା ଦିବସ ପାଳିତ ହୋଇଯାଇଛି। ଏହି ଅବସରରେ ରିଜର୍ଭ ପୋଲିସ ପଡ଼ିଆରେ ପରେଡ଼ ଆୟୋଜିତ ହୋଇଥିଲା। ଜିଲାପାଳ ଉପସ୍ଥିତ ସମସ୍ତଙ୍କୁ ଏକତା ଶପଥ ପାଠ କରାଇଥିଲେ। ପୋଲିସ ଅଧୀକ୍ଷକ ପରେଡ଼ର ଅଭିବାଦନ ଗ୍ରହଣ କରିଥିଲେ। ଦେଶର ଏକତା, ଅଖଣ୍ଡତା ଓ ସୁରକ୍ଷା ବଜାୟ ରଖିବା ପାଇଁ ଶପଥ ନିଆଯାଇଥିଲା। ପରେ ରନ ଫର ୟୁନିଟି ଦୌଡ଼ ଆୟୋଜିତ ହୋଇଥିଲା ଯେଉଁଥିରେ ଛାତ୍ରଛାତ୍ରୀ, ଯୁବକ ଓ ପୋଲିସ କର୍ମଚାରୀ ଭାଗ ନେଇଥିଲେ। ଅତିରିକ୍ତ ଜିଲାପାଳ, ଉପଜିଲାପାଳ ଓ ଅନ୍ୟ ଅଧିକାରୀମାନେ ଉପସ୍ଥିତ ଥିଲେ। ସର୍ଦ୍ଦାର ପଟେଲଙ୍କ ଜୀବନୀ ଉପରେ ଆଲୋଚନା ହୋଇଥିଲା। ଦେଶୀୟ ରାଜ୍ୟଗୁଡ଼ିକୁ ଭାରତରେ ମିଶାଇବାରେ ତାଙ୍କ ଭୂମିକା ଅବିସ୍ମରଣୀୟ ବୋଲି ବକ୍ତାମାନେ କହିଥିଲେ। ବିଭିନ୍ନ ବିଦ୍ୟାଳୟରେ ମଧ୍ୟ ଏହି ଦିବସ ପାଳନ କରାଯାଇଥିଲା।	[141, 720, 541, 786]
teaser-headline-2: ୧୦ ଆହତ	[260, 30, 314, 46]
kali-headline: କାଳୀପୂଜା ପାଇଁ ଉତ୍ସବମୁଖର ଖନ୍ତାପଡ଼ା ବଜାର	[680, 87, 954, 105]
registration-square	[380, 1485, 388, 1493]
registration-mark-magenta	[713, 1484, 723, 1494]
registration-square	[62, 1485, 70, 1493]
registration-square	[900, 1485, 908, 1493]
hospital-dateline: ନୀଳଗିରି, ୧।୧୧(ପ୍ରଶାନ୍ତ ବିଶ୍ୱାଳ)	[680, 652, 780, 660]
registration-mark-magenta	[193, 1484, 203, 1494]
